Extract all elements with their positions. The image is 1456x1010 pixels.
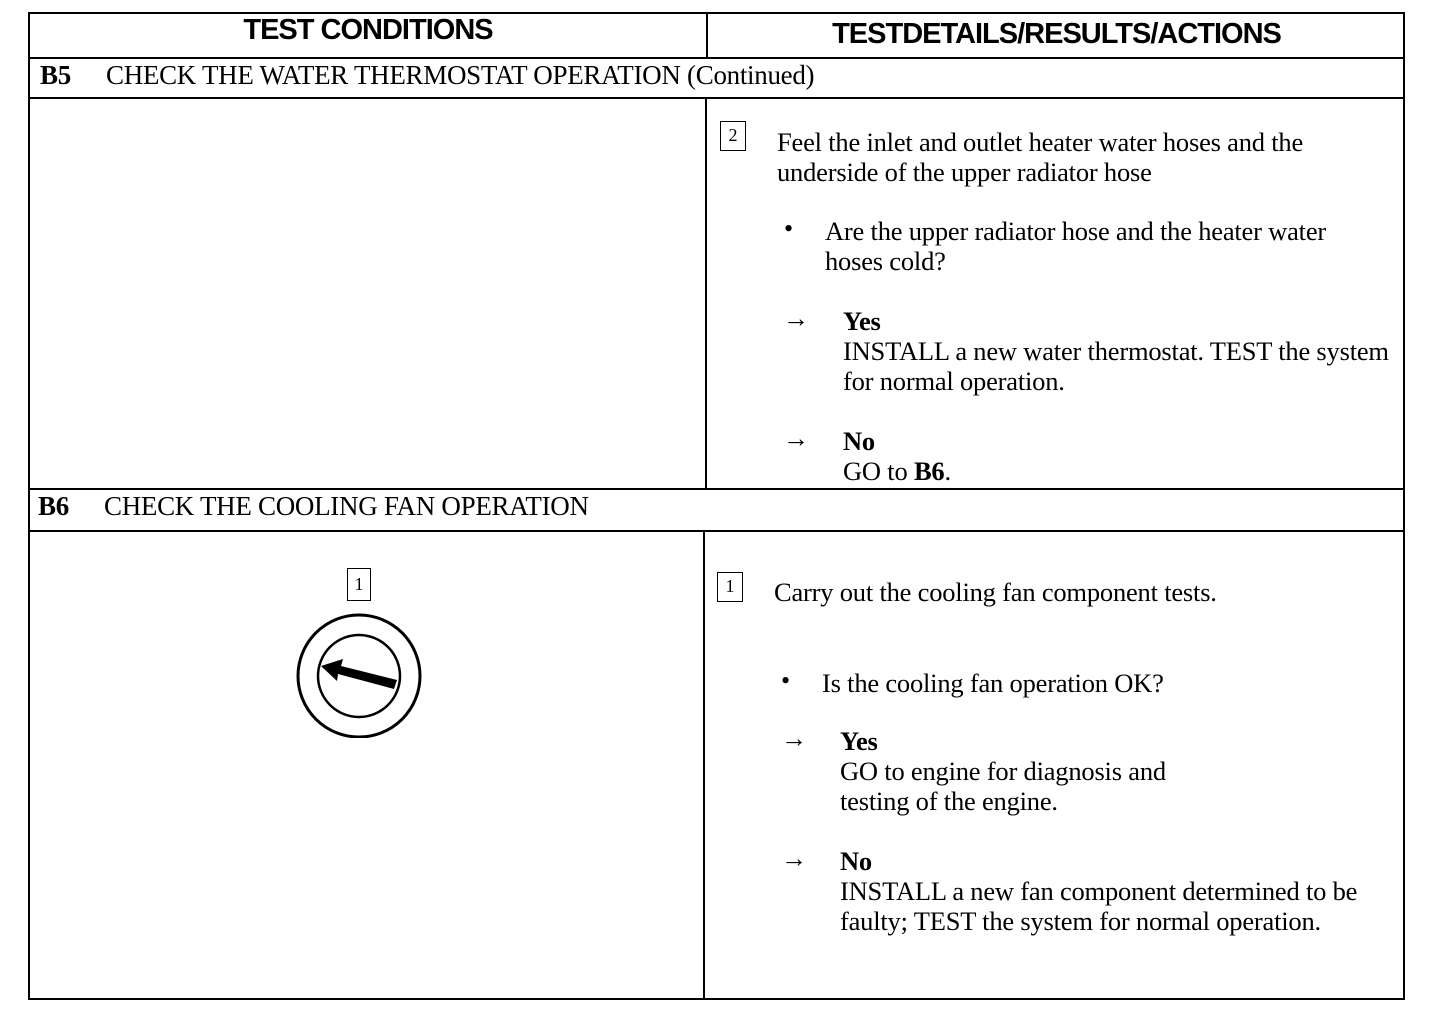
b5-yes-block — [843, 306, 1403, 396]
section-b6-title — [38, 491, 589, 522]
b6-yes-label: Yes — [840, 726, 878, 756]
b5-step-number-box: 2 — [720, 121, 746, 151]
b5-no-label: No — [843, 426, 875, 456]
b6-question-bullet: • — [781, 666, 791, 695]
b6-no-action: INSTALL a new fan component determined to be faulty; TEST the system for normal operation. — [840, 876, 1358, 936]
b6-step-number-box: 1 — [717, 572, 743, 602]
b5-yes-label: Yes — [843, 306, 881, 336]
header-test-conditions: TEST CONDITIONS — [243, 14, 493, 46]
header-test-details: TESTDETAILS/RESULTS/ACTIONS — [832, 18, 1281, 50]
b5-question: Are the upper radiator hose and the heater water hoses cold? — [825, 216, 1327, 276]
column-divider-b5 — [705, 97, 707, 489]
b6-yes-action: GO to engine for diagnosis and testing of the engine. — [840, 756, 1166, 816]
rule-above-b6-title — [28, 488, 1405, 490]
b6-diagram-step-number-box: 1 — [347, 568, 371, 601]
b5-no-block — [843, 426, 1383, 486]
b5-yes-arrow: → — [783, 304, 809, 333]
b5-no-arrow: → — [783, 424, 809, 453]
b5-no-action-suffix: . — [944, 456, 951, 486]
column-divider-b6 — [703, 530, 705, 1000]
b6-no-block — [840, 846, 1390, 936]
b6-question: Is the cooling fan operation OK? — [822, 668, 1164, 698]
ignition-switch-pointer-arrow — [321, 659, 397, 689]
b6-no-arrow: → — [781, 844, 807, 873]
b6-instruction: Carry out the cooling fan component tests. — [774, 577, 1217, 607]
b5-instruction: Feel the inlet and outlet heater water hoses and the underside of the upper radiator hose — [777, 127, 1304, 187]
b5-no-action-prefix: GO to — [843, 456, 914, 486]
section-b5-title — [40, 60, 814, 91]
section-b5-heading: CHECK THE WATER THERMOSTAT OPERATION — [106, 60, 681, 90]
b6-yes-block — [840, 726, 1240, 816]
rule-under-b6-title — [28, 530, 1405, 532]
section-b5-continued: (Continued) — [687, 60, 815, 90]
b5-yes-action: INSTALL a new water thermostat. TEST the system for normal operation. — [843, 336, 1389, 396]
rule-under-b5-title — [28, 97, 1405, 99]
rule-under-header — [28, 57, 1405, 59]
b5-no-action-target: B6 — [913, 456, 945, 486]
b6-yes-arrow: → — [781, 724, 807, 753]
section-b6-id: B6 — [38, 491, 69, 521]
b6-no-label: No — [840, 846, 872, 876]
b5-question-bullet: • — [784, 214, 794, 243]
section-b6-heading: CHECK THE COOLING FAN OPERATION — [104, 491, 589, 521]
ignition-switch-diagram — [293, 612, 425, 738]
section-b5-id: B5 — [40, 60, 71, 90]
